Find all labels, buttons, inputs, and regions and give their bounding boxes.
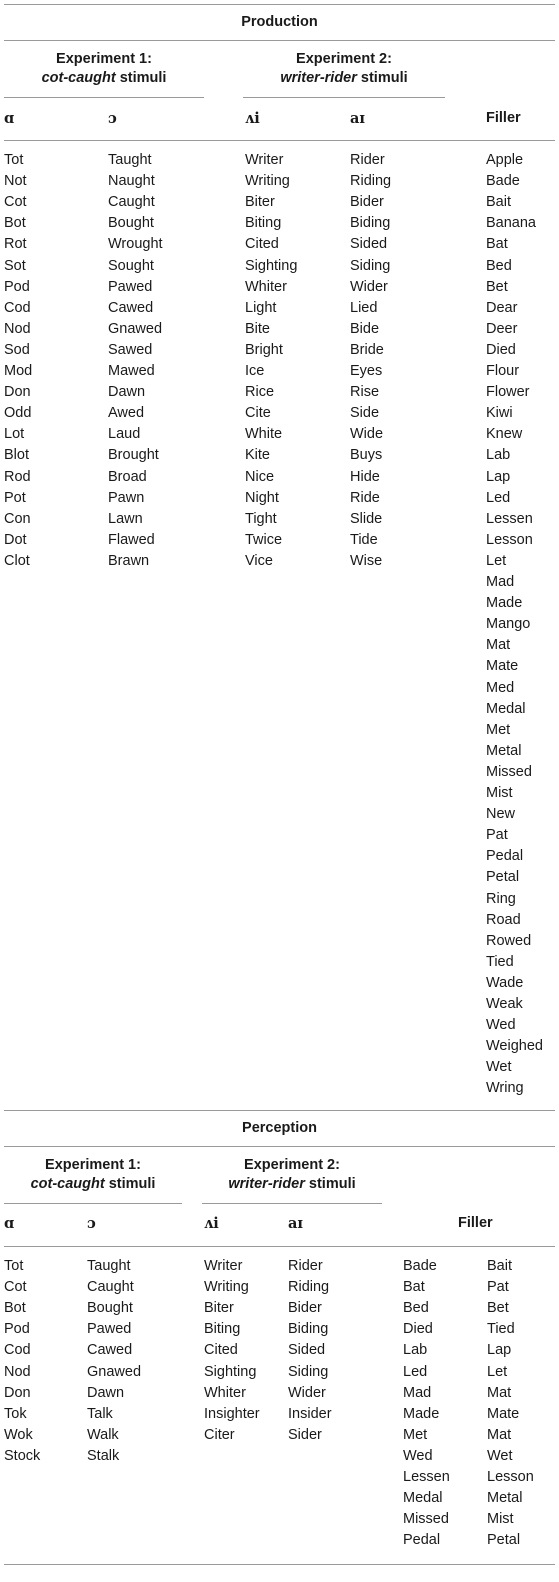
table-cell: Made <box>403 1405 440 1422</box>
table-cell: Hide <box>350 468 380 485</box>
table-cell: Caught <box>108 194 155 211</box>
table-cell: Petal <box>487 1532 521 1549</box>
table-cell: Dear <box>486 299 518 316</box>
perception-exp2-rule <box>202 1203 382 1204</box>
table-cell: Wide <box>350 426 384 443</box>
table-cell: Lab <box>486 447 511 464</box>
table-cell: Lap <box>487 1342 512 1359</box>
table-cell: Eyes <box>350 363 383 379</box>
table-cell: Vice <box>245 552 273 569</box>
table-cell: Led <box>403 1363 428 1380</box>
table-cell: Wrought <box>108 236 163 253</box>
table-cell: Biting <box>245 215 282 232</box>
table-cell: Dot <box>4 531 27 548</box>
table-cell: Deer <box>486 320 518 337</box>
table-cell: Pawn <box>108 489 145 506</box>
table-cell: Stock <box>4 1447 41 1464</box>
table-cell: Pedal <box>486 848 524 865</box>
table-cell: Sot <box>4 257 26 274</box>
table-cell: Medal <box>403 1490 443 1507</box>
production-exp2-header <box>243 50 445 88</box>
perception-header-open-o: ɔ <box>87 1215 96 1232</box>
production-exp2-line2: writer-rider stimuli <box>280 70 408 86</box>
production-header-rule <box>4 140 555 141</box>
table-cell: Wok <box>4 1426 33 1443</box>
table-cell: Let <box>487 1363 508 1380</box>
table-cell: Side <box>350 405 380 422</box>
production-title-rule <box>4 40 555 41</box>
table-cell: Apple <box>486 152 524 168</box>
perception-header-wedge-i: ʌi <box>204 1215 219 1232</box>
table-cell: Mist <box>487 1511 514 1528</box>
perception-exp2-line2: writer-rider stimuli <box>228 1176 356 1192</box>
table-cell: Tot <box>4 152 24 168</box>
table-cell: Wider <box>350 278 388 295</box>
table-cell: Met <box>486 721 511 738</box>
table-cell: Bet <box>486 278 508 295</box>
table-cell: Let <box>486 552 507 569</box>
table-cell: Tok <box>4 1405 27 1422</box>
perception-bottom-rule <box>4 1564 555 1565</box>
production-bottom-rule <box>4 1110 555 1111</box>
table-cell: Gnawed <box>108 320 163 337</box>
table-cell: Cited <box>245 236 279 253</box>
table-cell: Nice <box>245 468 275 485</box>
table-cell: Biding <box>350 215 391 232</box>
table-cell: Rowed <box>486 932 532 949</box>
table-cell: Ride <box>350 489 380 506</box>
table-cell: Wise <box>350 552 383 569</box>
table-cell: Metal <box>486 742 522 759</box>
table-cell: Pod <box>4 278 30 295</box>
table-cell: Rider <box>288 1258 323 1274</box>
table-cell: Bat <box>403 1279 425 1296</box>
table-cell: Sided <box>350 236 388 253</box>
table-cell: Kite <box>245 447 270 464</box>
production-exp2-rule <box>243 97 445 98</box>
perception-header-filler: Filler <box>458 1215 493 1231</box>
table-cell: Sod <box>4 341 30 358</box>
table-cell: Broad <box>108 468 147 485</box>
table-cell: Wet <box>487 1447 513 1464</box>
table-cell: Mawed <box>108 363 155 379</box>
table-cell: Insider <box>288 1405 332 1422</box>
table-cell: Tied <box>487 1321 515 1338</box>
table-cell: Mad <box>403 1384 432 1401</box>
table-cell: Pod <box>4 1321 30 1338</box>
table-cell: Pat <box>486 827 508 844</box>
table-cell: Rice <box>245 384 275 401</box>
production-exp1-header <box>4 50 204 88</box>
table-cell: Pat <box>487 1279 509 1296</box>
table-cell: Night <box>245 489 279 506</box>
table-cell: Rider <box>350 152 385 168</box>
table-cell: Pawed <box>87 1321 132 1338</box>
table-cell: Writer <box>245 152 284 168</box>
table-cell: Brought <box>108 447 159 464</box>
table-cell: Bat <box>486 236 508 253</box>
table-cell: Stalk <box>87 1447 120 1464</box>
table-cell: Dawn <box>108 384 146 401</box>
table-cell: Led <box>486 489 511 506</box>
table-cell: Writer <box>204 1258 243 1274</box>
table-cell: Metal <box>487 1490 523 1507</box>
production-header-wedge-i: ʌi <box>245 110 260 127</box>
table-cell: Bade <box>486 173 520 190</box>
table-cell: Siding <box>288 1363 329 1380</box>
perception-exp2-line1: Experiment 2: <box>244 1157 340 1173</box>
table-cell: Mad <box>486 574 515 590</box>
table-cell: Twice <box>245 531 283 548</box>
table-cell: Biding <box>288 1321 329 1338</box>
table-cell: Talk <box>87 1405 113 1422</box>
table-cell: Citer <box>204 1426 235 1443</box>
table-cell: Cot <box>4 1279 27 1296</box>
table-cell: Not <box>4 173 27 190</box>
table-cell: Sighting <box>204 1363 257 1380</box>
table-cell: New <box>486 806 516 823</box>
table-cell: Awed <box>108 405 145 422</box>
table-cell: Mat <box>486 637 511 654</box>
table-cell: Writing <box>245 173 290 190</box>
table-cell: Biter <box>204 1300 234 1317</box>
production-exp1-line2: cot-caught stimuli <box>41 70 167 86</box>
table-cell: Medal <box>486 700 526 717</box>
table-cell: Naught <box>108 173 155 190</box>
table-cell: Ring <box>486 890 516 907</box>
production-exp2-line1: Experiment 2: <box>296 51 392 67</box>
perception-exp1-rule <box>4 1203 182 1204</box>
table-cell: Lied <box>350 299 378 316</box>
table-cell: Died <box>403 1321 433 1338</box>
table-cell: Nod <box>4 1363 31 1380</box>
table-cell: Clot <box>4 552 30 569</box>
table-cell: Knew <box>486 426 523 443</box>
table-cell: Lessen <box>403 1469 450 1485</box>
table-cell: Don <box>4 1384 31 1401</box>
table-cell: Lawn <box>108 510 143 527</box>
table-cell: Brawn <box>108 552 150 569</box>
table-cell: Med <box>486 679 515 696</box>
table-cell: Light <box>245 299 277 316</box>
table-cell: Bought <box>87 1300 133 1317</box>
table-cell: Walk <box>87 1426 119 1443</box>
table-cell: Bider <box>288 1300 322 1317</box>
table-cell: Slide <box>350 510 383 527</box>
table-cell: Bider <box>350 194 384 211</box>
table-cell: Weak <box>486 996 523 1012</box>
table-cell: Riding <box>288 1279 330 1296</box>
table-cell: Bed <box>403 1300 429 1317</box>
table-cell: Bot <box>4 215 26 232</box>
table-cell: Gnawed <box>87 1363 142 1380</box>
table-cell: Riding <box>350 173 392 190</box>
table-cell: Missed <box>403 1511 449 1528</box>
table-cell: Lot <box>4 426 25 443</box>
table-cell: Bought <box>108 215 154 232</box>
table-cell: Laud <box>108 426 141 443</box>
table-cell: Tide <box>350 531 378 548</box>
table-cell: Mist <box>486 785 513 801</box>
table-cell: Wed <box>403 1447 433 1464</box>
production-exp1-line1: Experiment 1: <box>56 51 152 67</box>
table-cell: Mat <box>487 1426 512 1443</box>
table-cell: Lessen <box>486 510 533 527</box>
table-cell: Rod <box>4 468 31 485</box>
table-cell: Lap <box>486 468 511 485</box>
table-cell: Sawed <box>108 341 153 358</box>
table-cell: Don <box>4 384 31 401</box>
table-cell: Taught <box>108 152 152 168</box>
table-cell: Bed <box>486 257 512 274</box>
table-cell: Taught <box>87 1258 131 1274</box>
production-exp1-rule <box>4 97 204 98</box>
table-cell: Wring <box>486 1080 524 1097</box>
table-cell: Bright <box>245 341 283 358</box>
table-cell: Lab <box>403 1342 428 1359</box>
table-cell: Cod <box>4 1342 31 1359</box>
table-cell: Mat <box>487 1384 512 1401</box>
table-cell: Tot <box>4 1258 24 1274</box>
table-cell: Missed <box>486 763 532 780</box>
table-cell: Flower <box>486 384 530 401</box>
table-cell: Wade <box>486 974 524 991</box>
perception-exp1-header <box>4 1156 182 1194</box>
table-cell: White <box>245 426 283 443</box>
table-cell: Insighter <box>204 1405 260 1422</box>
table-cell: Lesson <box>486 531 533 548</box>
table-cell: Lesson <box>487 1469 534 1485</box>
table-cell: Road <box>486 911 521 928</box>
perception-header-rule <box>4 1246 555 1247</box>
table-cell: Buys <box>350 447 383 464</box>
table-cell: Odd <box>4 405 32 422</box>
top-rule <box>4 4 555 5</box>
table-cell: Rot <box>4 236 27 253</box>
table-cell: Cod <box>4 299 31 316</box>
table-cell: Petal <box>486 869 520 886</box>
table-cell: Cawed <box>87 1342 133 1359</box>
table-cell: Bait <box>487 1258 512 1274</box>
table-cell: Biting <box>204 1321 241 1338</box>
table-cell: Bride <box>350 341 384 358</box>
production-header-open-o: ɔ <box>108 110 117 127</box>
table-cell: Wed <box>486 1017 516 1034</box>
perception-exp1-line1: Experiment 1: <box>45 1157 141 1173</box>
table-cell: Biter <box>245 194 275 211</box>
table-cell: Mate <box>487 1405 520 1422</box>
table-cell: Ice <box>245 363 265 379</box>
table-cell: Writing <box>204 1279 249 1296</box>
production-header-a: ɑ <box>4 110 15 127</box>
table-cell: Whiter <box>245 278 287 295</box>
table-cell: Bait <box>486 194 511 211</box>
production-title: Production <box>241 14 318 30</box>
table-cell: Bade <box>403 1258 437 1274</box>
table-cell: Flour <box>486 363 520 379</box>
table-cell: Tied <box>486 953 514 970</box>
perception-exp2-header <box>202 1156 382 1194</box>
table-cell: Dawn <box>87 1384 125 1401</box>
table-cell: Died <box>486 341 516 358</box>
table-cell: Wet <box>486 1059 512 1076</box>
table-cell: Weighed <box>486 1038 543 1055</box>
table-cell: Flawed <box>108 531 155 548</box>
table-cell: Cited <box>204 1342 238 1359</box>
table-cell: Tight <box>245 510 277 527</box>
perception-header-a: ɑ <box>4 1215 15 1232</box>
table-cell: Pedal <box>403 1532 441 1549</box>
table-cell: Whiter <box>204 1384 246 1401</box>
table-cell: Kiwi <box>486 405 513 422</box>
table-cell: Sought <box>108 257 154 274</box>
table-cell: Rise <box>350 384 380 401</box>
perception-title-rule <box>4 1146 555 1147</box>
table-cell: Cawed <box>108 299 154 316</box>
table-cell: Blot <box>4 447 29 464</box>
perception-title: Perception <box>242 1120 317 1136</box>
table-cell: Sided <box>288 1342 326 1359</box>
perception-header-a-small-cap-i: aɪ <box>288 1215 303 1232</box>
table-cell: Wider <box>288 1384 326 1401</box>
table-cell: Pawed <box>108 278 153 295</box>
production-header-filler: Filler <box>486 110 521 126</box>
table-cell: Sider <box>288 1426 322 1443</box>
table-cell: Cot <box>4 194 27 211</box>
table-cell: Bet <box>487 1300 509 1317</box>
table-cell: Cite <box>245 405 271 422</box>
table-cell: Nod <box>4 320 31 337</box>
table-cell: Bot <box>4 1300 26 1317</box>
table-cell: Caught <box>87 1279 134 1296</box>
table-cell: Bide <box>350 320 380 337</box>
perception-exp1-line2: cot-caught stimuli <box>30 1176 156 1192</box>
table-cell: Mod <box>4 363 33 379</box>
table-cell: Bite <box>245 320 270 337</box>
table-cell: Met <box>403 1426 428 1443</box>
table-cell: Mate <box>486 658 519 675</box>
table-cell: Con <box>4 510 31 527</box>
table-cell: Pot <box>4 489 26 506</box>
table-cell: Mango <box>486 616 531 633</box>
table-cell: Sighting <box>245 257 298 274</box>
table-cell: Made <box>486 595 523 612</box>
table-cell: Siding <box>350 257 391 274</box>
table-cell: Banana <box>486 215 536 232</box>
production-header-a-small-cap-i: aɪ <box>350 110 365 127</box>
